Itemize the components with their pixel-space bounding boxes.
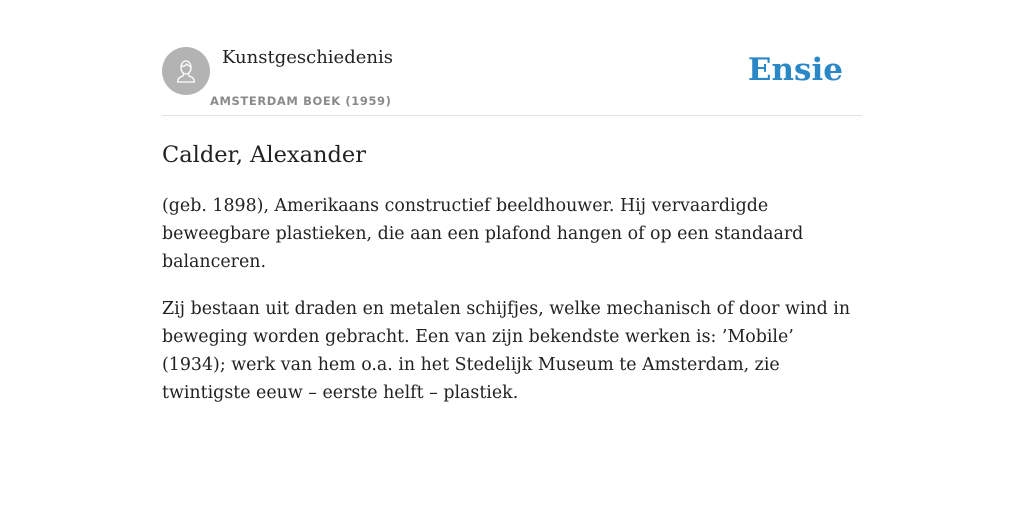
entry-paragraph: (geb. 1898), Amerikaans constructief beeldhouwer. Hij vervaardigde beweegbare plastieken, die aan een plafond hangen of op een standaard balanceren. bbox=[162, 196, 804, 272]
user-icon bbox=[171, 56, 201, 86]
brand-logo[interactable]: Ensie bbox=[747, 52, 843, 88]
entry-body bbox=[162, 192, 862, 426]
source-label[interactable]: AMSTERDAM BOEK (1959) bbox=[210, 94, 392, 108]
avatar[interactable] bbox=[162, 47, 210, 95]
entry-title: Calder, Alexander bbox=[162, 142, 366, 168]
category-link[interactable]: Kunstgeschiedenis bbox=[222, 47, 393, 68]
entry-header bbox=[162, 0, 862, 116]
page bbox=[162, 0, 862, 512]
entry-paragraph: Zij bestaan uit draden en metalen schijfjes, welke mechanisch of door wind in beweging worden gebracht. Een van zijn bekendste werken is: ’Mobile’ (1934); werk van hem o.a. in het Stedelijk Museum te Amsterdam, zie twintigste eeuw – eerste helft – plastiek. bbox=[162, 299, 851, 403]
